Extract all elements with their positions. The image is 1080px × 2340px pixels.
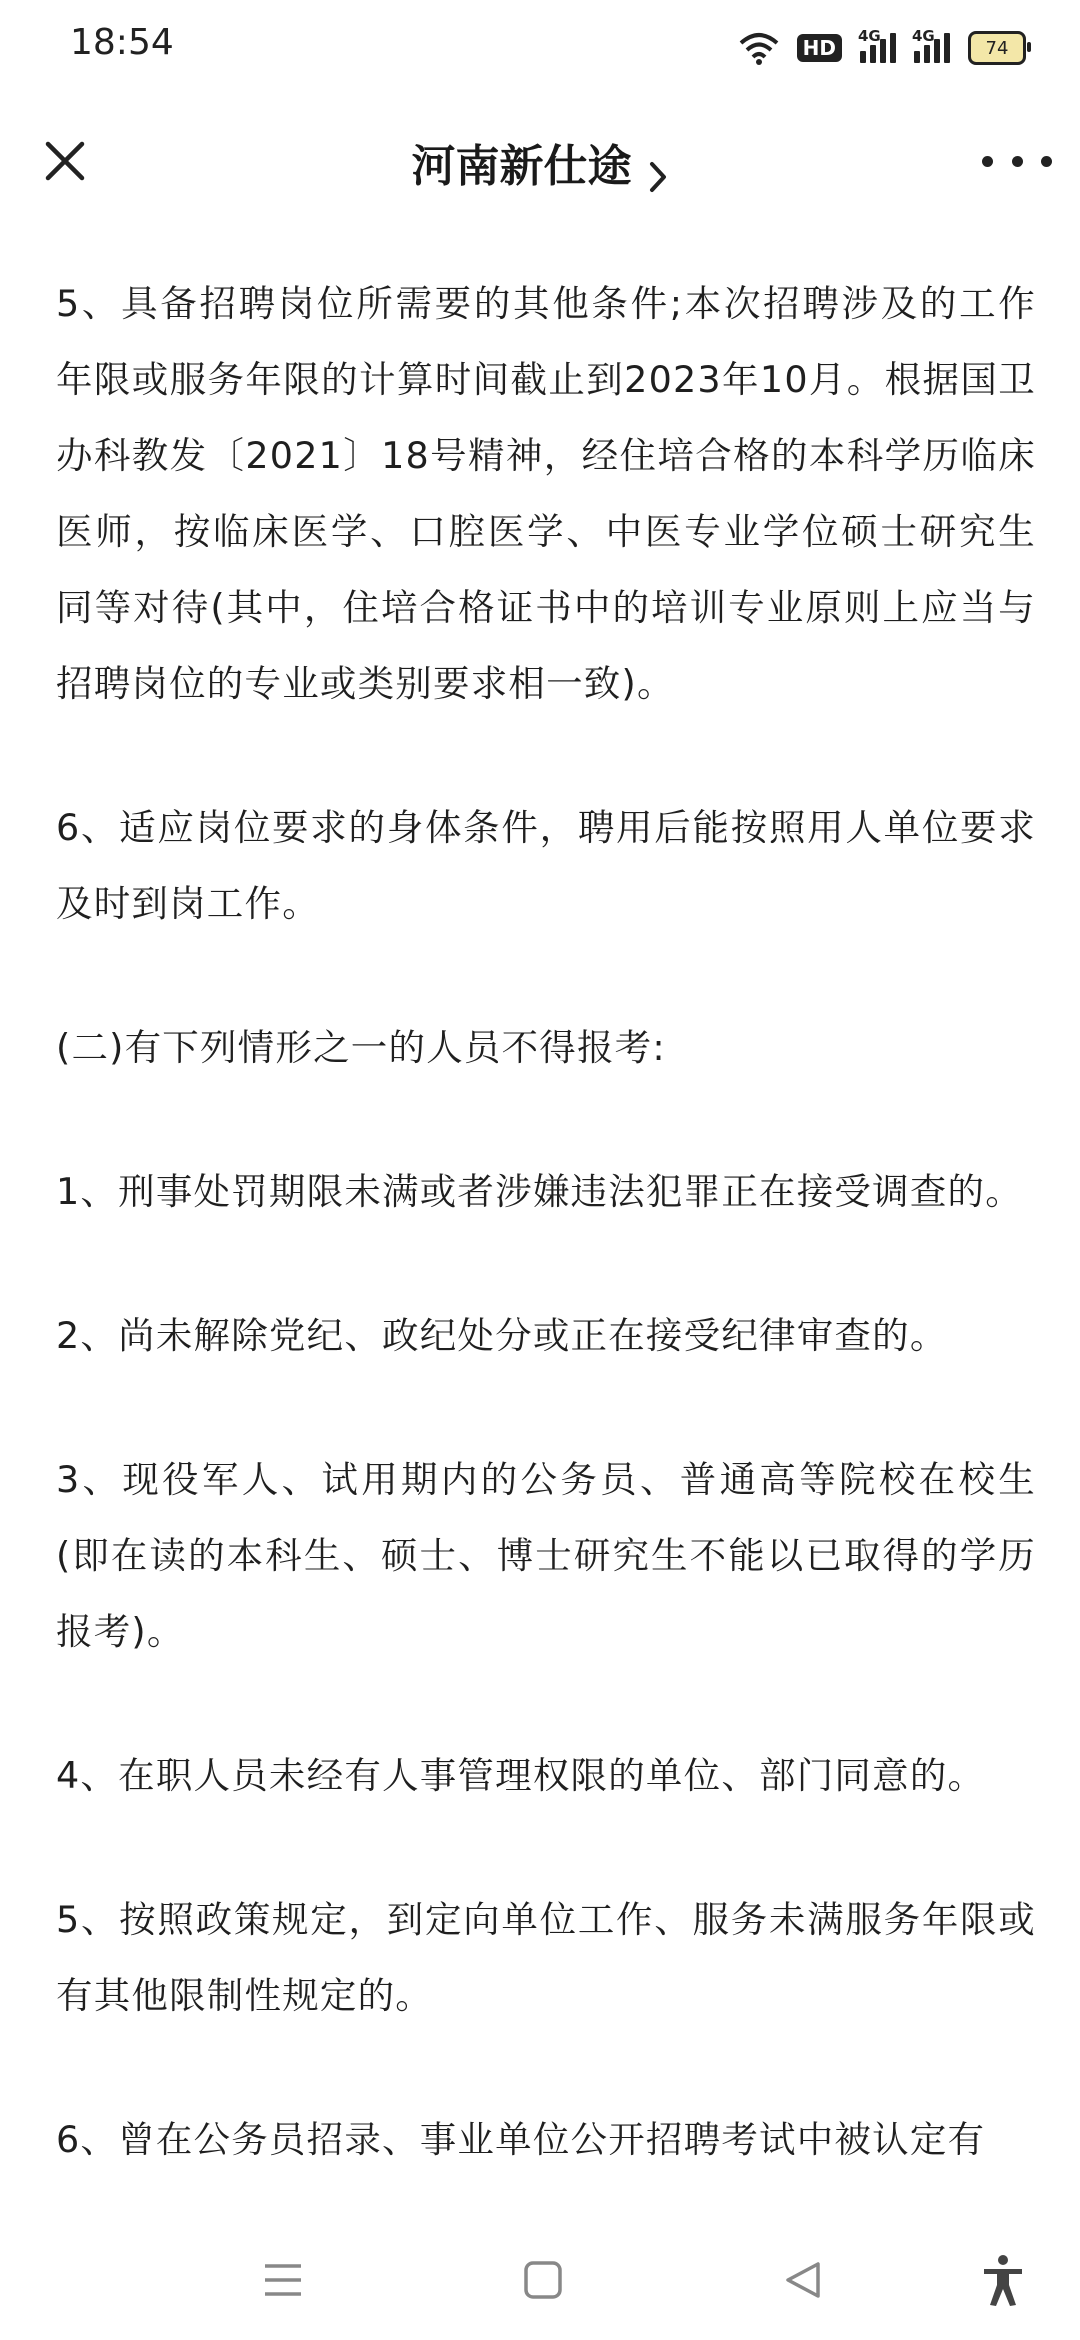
home-button[interactable] [513, 2250, 573, 2310]
status-time: 18:54 [70, 22, 174, 63]
signal-icon-1 [858, 27, 896, 63]
system-nav-bar [0, 2220, 1080, 2340]
top-bar [0, 96, 1080, 226]
accessibility-button[interactable] [973, 2250, 1033, 2310]
paragraph: 6、适应岗位要求的身体条件，聘用后能按照用人单位要求及时到岗工作。 [56, 806, 1036, 925]
signal-icon-2 [912, 27, 950, 63]
more-options-button[interactable] [982, 136, 1052, 186]
paragraph: 4、在职人员未经有人事管理权限的单位、部门同意的。 [56, 1754, 986, 1797]
paragraph: 2、尚未解除党纪、政纪处分或正在接受纪律审查的。 [56, 1314, 948, 1357]
network-type-label-2: 4G [912, 27, 935, 45]
paragraph: 6、曾在公务员招录、事业单位公开招聘考试中被认定有 [56, 2118, 986, 2161]
wifi-icon [739, 31, 779, 65]
battery-level: 74 [985, 37, 1009, 59]
paragraph: 3、现役军人、试用期内的公务员、普通高等院校在校生(即在读的本科生、硕士、博士研究生不能以已取得的学历报考)。 [56, 1458, 1036, 1653]
back-button[interactable] [773, 2250, 833, 2310]
more-icon-dot [1041, 156, 1052, 167]
accessibility-icon [980, 2253, 1026, 2307]
more-icon-dot [982, 156, 993, 167]
hd-badge: HD [797, 34, 842, 62]
chevron-right-icon [647, 159, 669, 195]
paragraph: 5、按照政策规定，到定向单位工作、服务未满服务年限或有其他限制性规定的。 [56, 1898, 1036, 2017]
menu-button[interactable] [253, 2250, 313, 2310]
page-title: 河南新仕途 [411, 141, 632, 192]
menu-icon [261, 2260, 305, 2300]
status-bar [0, 0, 1080, 96]
account-title-link[interactable] [0, 130, 1080, 195]
back-triangle-icon [782, 2259, 824, 2301]
paragraph: (二)有下列情形之一的人员不得报考: [56, 1026, 666, 1069]
battery-icon [968, 31, 1026, 65]
paragraph: 1、刑事处罚期限未满或者涉嫌违法犯罪正在接受调查的。 [56, 1170, 1023, 1213]
status-icons [739, 26, 1026, 70]
article-content[interactable] [56, 226, 1036, 2220]
home-square-icon [522, 2259, 564, 2301]
paragraph: 5、具备招聘岗位所需要的其他条件;本次招聘涉及的工作年限或服务年限的计算时间截止到2023年10月。根据国卫办科教发〔2021〕18号精神，经住培合格的本科学历临床医师，按临床医学、口腔医学、中医专业学位硕士研究生同等对待(其中，住培合格证书中的培训专业原则上应当与招聘岗位的专业或类别要求相一致)。 [56, 282, 1036, 705]
network-type-label-1: 4G [858, 27, 881, 45]
more-icon-dot [1012, 156, 1023, 167]
